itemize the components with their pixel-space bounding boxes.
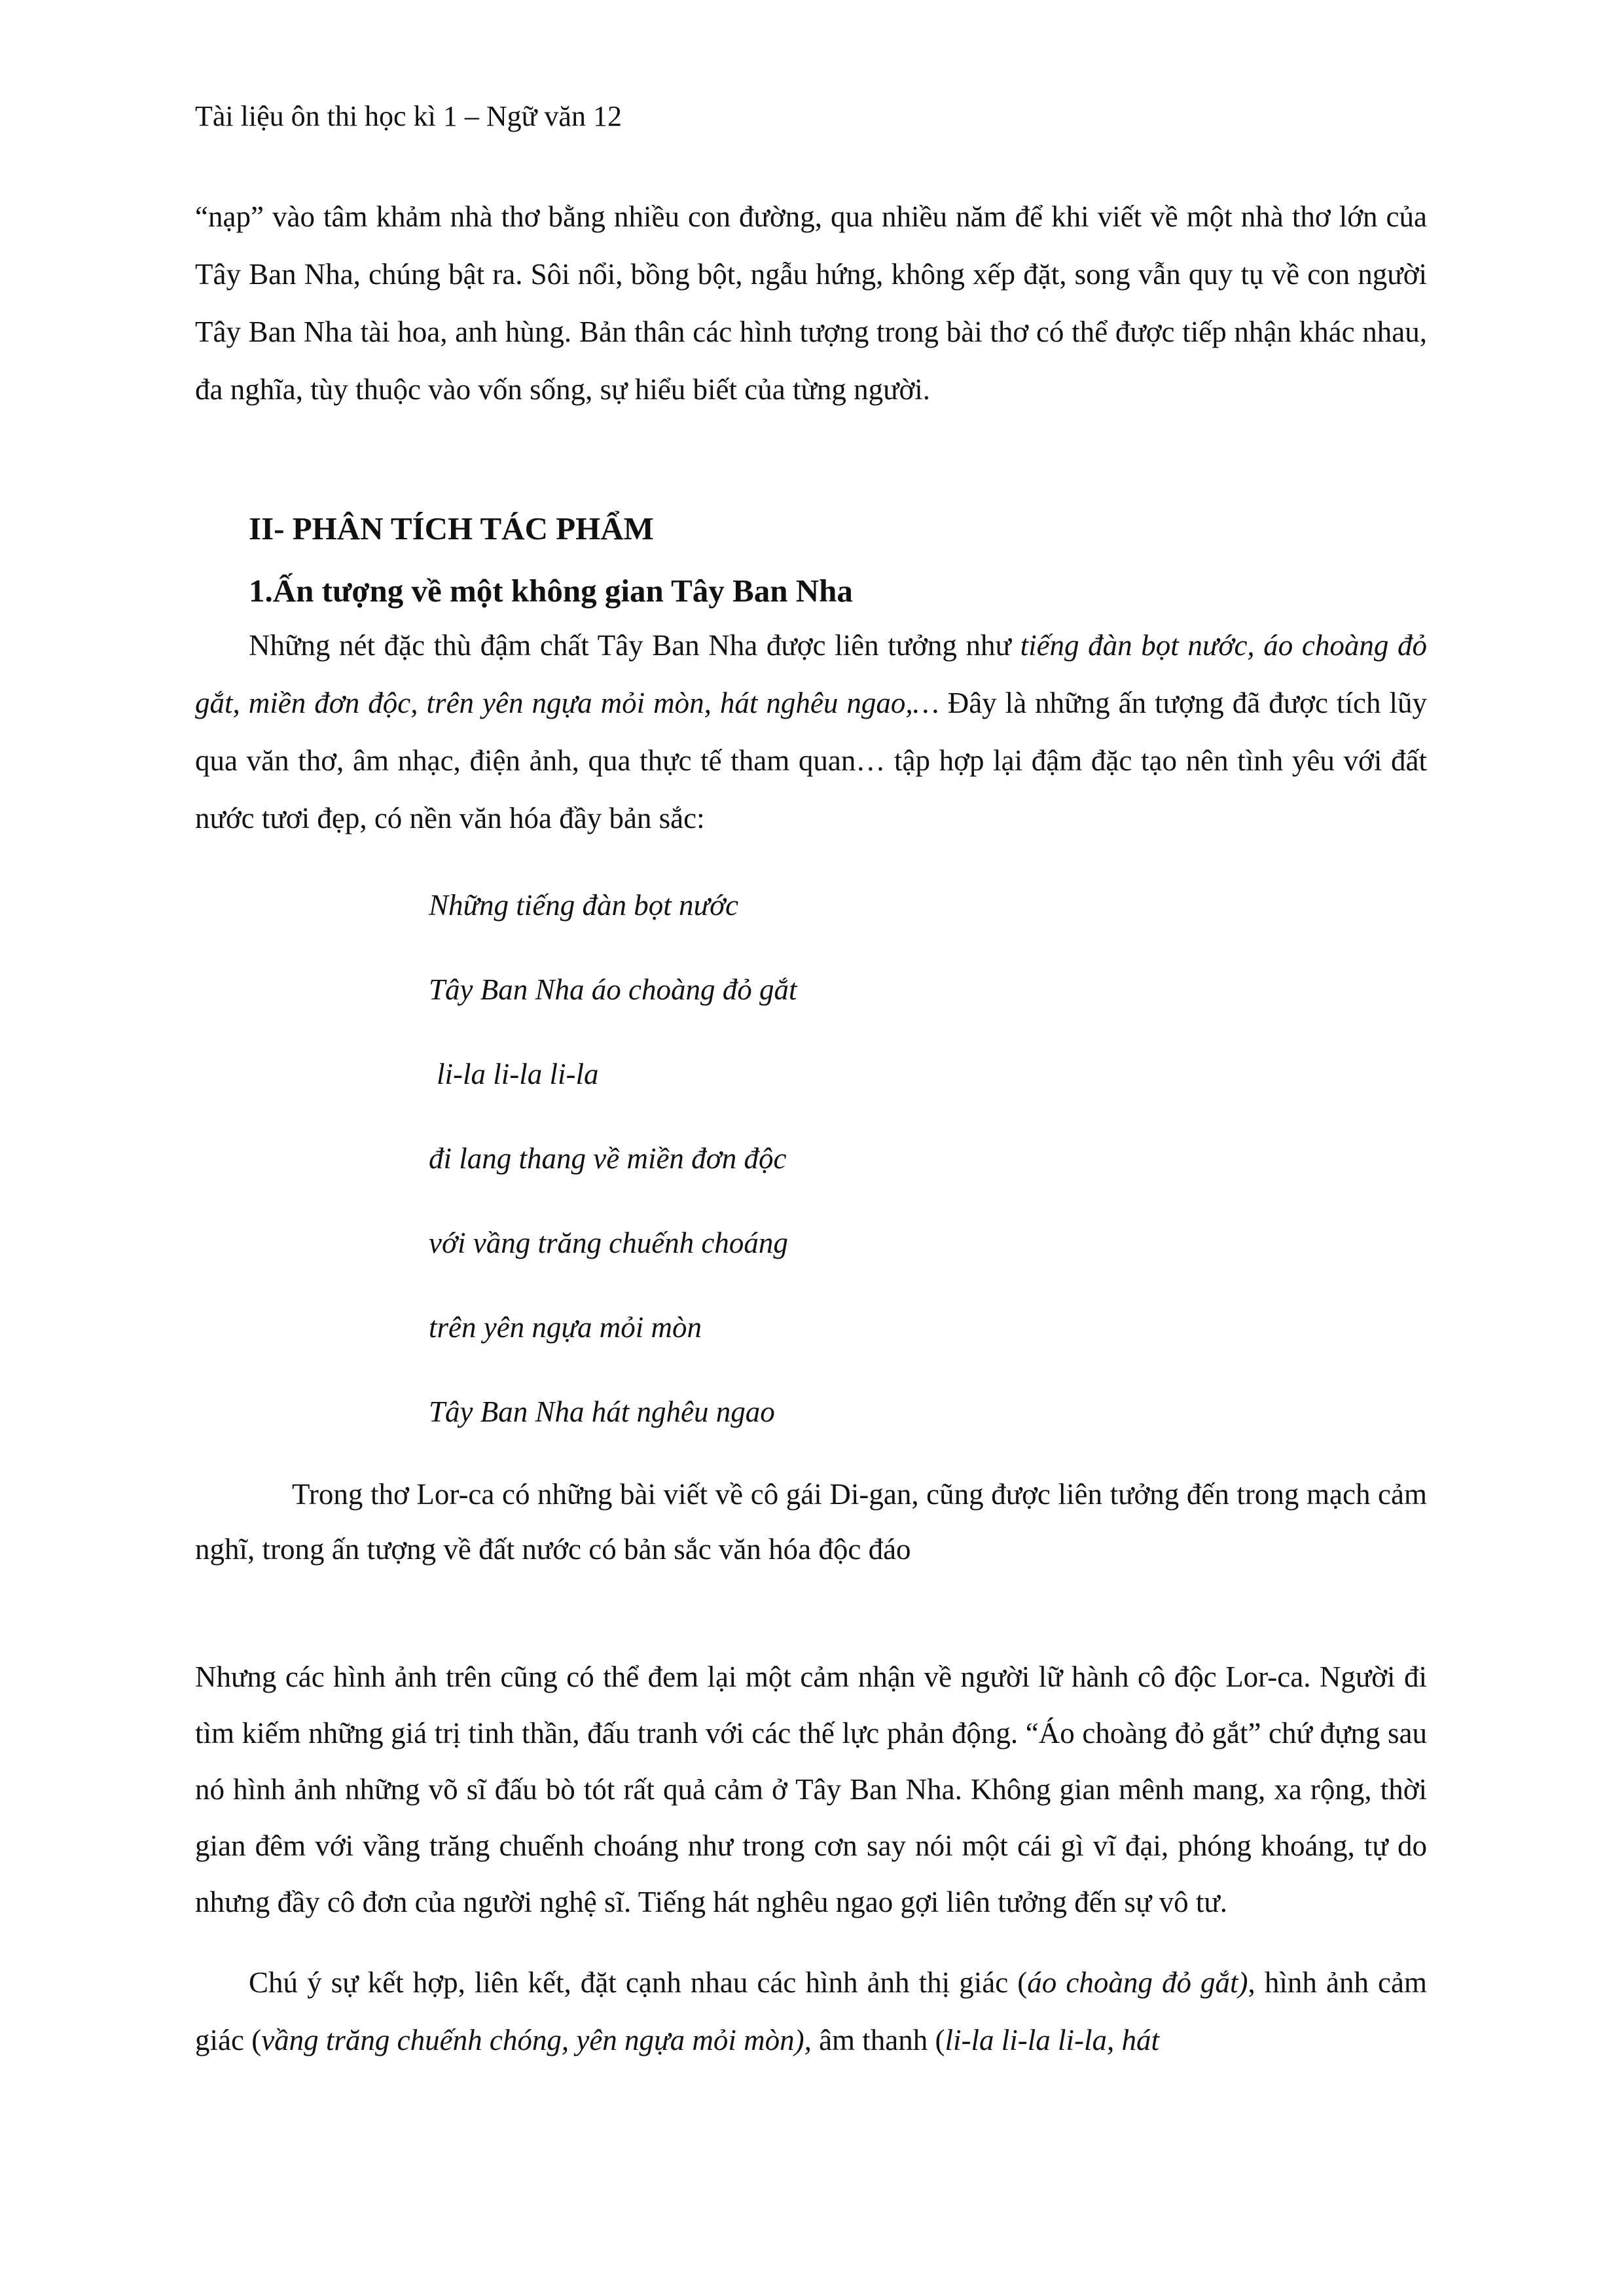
impression-paragraph <box>195 617 1427 847</box>
poem-line: trên yên ngựa mỏi mòn <box>429 1311 702 1344</box>
impression-rest: Đây là những ấn tượng đã được tích lũy qua văn thơ, âm nhạc, điện ảnh, qua thực tế tham quan… tập hợp lại đậm đặc tạo nên tình yêu với đất nước tươi đẹp, có nền văn hóa đầy bản sắc: <box>195 687 1427 834</box>
poem-line: Tây Ban Nha áo choàng đỏ gắt <box>429 973 797 1006</box>
combination-text-2: , hình ảnh cảm giác ( <box>195 1966 1427 2056</box>
combination-text-1: Chú ý sự kết hợp, liên kết, đặt cạnh nhau các hình ảnh thị giác ( <box>249 1966 1028 1999</box>
intro-paragraph: “nạp” vào tâm khảm nhà thơ bằng nhiều con đường, qua nhiều năm để khi viết về một nhà thơ lớn của Tây Ban Nha, chúng bật ra. Sôi nổi, bồng bột, ngẫu hứng, không xếp đặt, song vẫn quy tụ về con người Tây Ban Nha tài hoa, anh hùng. Bản thân các hình tượng trong bài thơ có thể được tiếp nhận khác nhau, đa nghĩa, tùy thuộc vào vốn sống, sự hiểu biết của từng người. <box>195 200 1427 406</box>
poem-line: đi lang thang về miền đơn độc <box>429 1142 787 1175</box>
combination-italic-2: vầng trăng chuếnh chóng, yên ngựa mỏi mòn), <box>261 2024 812 2056</box>
impression-lead: Những nét đặc thù đậm chất Tây Ban Nha được liên tưởng như <box>249 629 1020 662</box>
poem-line: Những tiếng đàn bọt nước <box>429 889 739 922</box>
poem-line: với vầng trăng chuếnh choáng <box>429 1227 788 1259</box>
impression-italic-images: tiếng đàn bọt nước, áo choàng đỏ gắt, miền đơn độc, trên yên ngựa mỏi mòn, hát nghêu ngao,… <box>195 629 1427 719</box>
combination-paragraph <box>195 1954 1427 2069</box>
poem-line: li-la li-la li-la <box>437 1058 599 1090</box>
poem-excerpt <box>429 886 797 1477</box>
subsection-heading: 1.Ấn tượng về một không gian Tây Ban Nha <box>249 573 853 609</box>
poem-line: Tây Ban Nha hát nghêu ngao <box>429 1395 775 1428</box>
page-header: Tài liệu ôn thi học kì 1 – Ngữ văn 12 <box>195 100 622 132</box>
traveler-paragraph: Nhưng các hình ảnh trên cũng có thể đem lại một cảm nhận về người lữ hành cô độc Lor-ca. Người đi tìm kiếm những giá trị tinh thần, đấu tranh với các thế lực phản động. “Áo choàng đỏ gắt” chứ đựng sau nó hình ảnh những võ sĩ đấu bò tót rất quả cảm ở Tây Ban Nha. Không gian mênh mang, xa rộng, thời gian đêm với vầng trăng chuếnh choáng như trong cơn say nói một cái gì vĩ đại, phóng khoáng, tự do nhưng đầy cô đơn của người nghệ sĩ. Tiếng hát nghêu ngao gợi liên tưởng đến sự vô tư. <box>195 1660 1427 1918</box>
combination-text-3: âm thanh ( <box>811 2024 945 2056</box>
gypsy-paragraph: Trong thơ Lor-ca có những bài viết về cô gái Di-gan, cũng được liên tưởng đến trong mạch cảm nghĩ, trong ấn tượng về đất nước có bản sắc văn hóa độc đáo <box>195 1478 1427 1566</box>
section-heading: II- PHÂN TÍCH TÁC PHẨM <box>249 511 654 547</box>
combination-italic-1: áo choàng đỏ gắt) <box>1027 1966 1248 1999</box>
combination-italic-3: li-la li-la li-la, hát <box>945 2024 1159 2056</box>
